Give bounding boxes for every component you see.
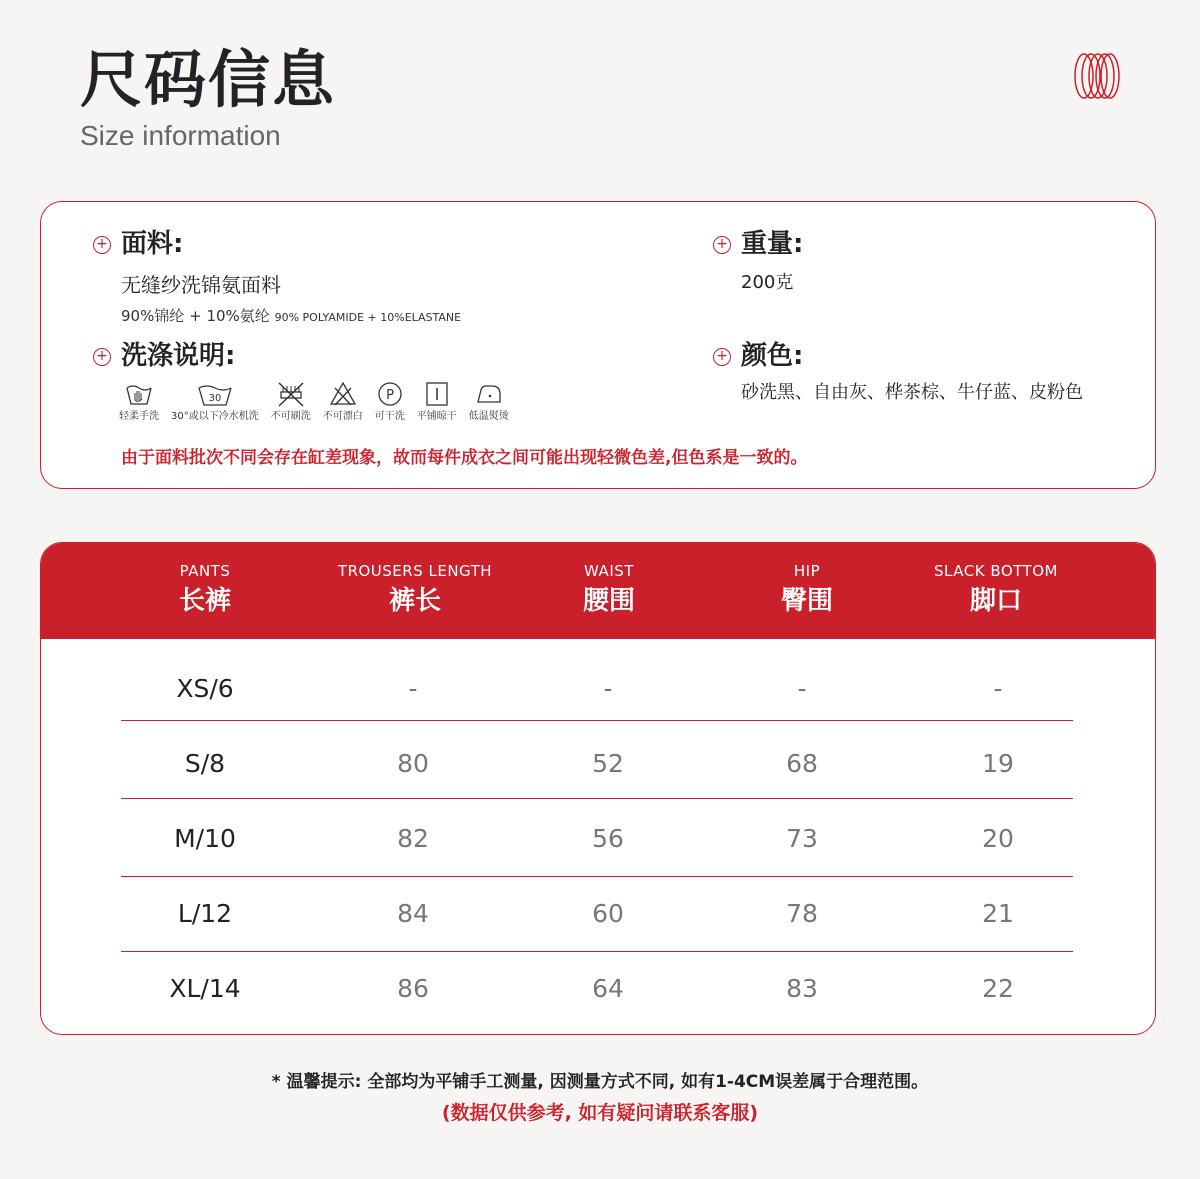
dry-clean-icon bbox=[375, 380, 405, 408]
row-divider bbox=[121, 798, 1073, 799]
row-divider bbox=[121, 720, 1073, 721]
value-cell: - bbox=[603, 674, 613, 703]
value-cell: 19 bbox=[982, 749, 1014, 778]
value-cell: - bbox=[797, 674, 807, 703]
size-cell: L/12 bbox=[177, 899, 233, 928]
column-header-slack-bottom bbox=[886, 543, 1106, 619]
care-item bbox=[417, 380, 457, 424]
plus-circle-icon: + bbox=[93, 236, 111, 254]
column-header-en: HIP bbox=[793, 562, 821, 580]
care-item bbox=[271, 380, 311, 424]
value-cell: 86 bbox=[397, 974, 429, 1003]
column-header-cn: 腰围 bbox=[582, 586, 635, 616]
table-row bbox=[121, 726, 1073, 802]
column-header-cn: 裤长 bbox=[388, 586, 441, 616]
column-header-en: TROUSERS LENGTH bbox=[337, 562, 493, 580]
size-cell: XS/6 bbox=[176, 674, 234, 703]
table-row bbox=[121, 951, 1073, 1027]
value-cell: 56 bbox=[592, 824, 624, 853]
value-cell: 83 bbox=[786, 974, 818, 1003]
size-cell: S/8 bbox=[184, 749, 226, 778]
fabric-composition bbox=[121, 306, 461, 328]
value-cell: - bbox=[993, 674, 1003, 703]
low-iron-icon bbox=[474, 380, 504, 408]
care-label: 30°或以下冷水机洗 bbox=[171, 411, 259, 422]
value-cell: 52 bbox=[592, 749, 624, 778]
column-header-cn: 臀围 bbox=[780, 586, 833, 616]
care-label: 不可刷洗 bbox=[270, 411, 311, 422]
care-item bbox=[375, 380, 405, 424]
value-cell: 68 bbox=[786, 749, 818, 778]
wash-title: 洗涤说明: bbox=[121, 341, 236, 371]
value-cell: 64 bbox=[592, 974, 624, 1003]
care-item bbox=[171, 380, 259, 424]
fabric-title: 面料: bbox=[121, 229, 184, 259]
care-instructions bbox=[119, 380, 521, 424]
value-cell: 21 bbox=[982, 899, 1014, 928]
size-table bbox=[40, 542, 1156, 1035]
care-item bbox=[469, 380, 509, 424]
value-cell: - bbox=[408, 674, 418, 703]
value-cell: 80 bbox=[397, 749, 429, 778]
table-header bbox=[41, 543, 1155, 639]
wash-30-icon bbox=[195, 380, 235, 408]
weight-title: 重量: bbox=[741, 229, 804, 259]
gentle-hand-wash-icon bbox=[124, 380, 154, 408]
measurement-tip: * 温馨提示: 全部均为平铺手工测量, 因测量方式不同, 如有1-4CM误差属于合理范围。 bbox=[271, 1072, 929, 1092]
weight-value: 200克 bbox=[741, 272, 794, 293]
color-value: 砂洗黑、自由灰、桦茶棕、牛仔蓝、皮粉色 bbox=[741, 382, 1083, 403]
value-cell: 78 bbox=[786, 899, 818, 928]
column-header-cn: 脚口 bbox=[969, 586, 1022, 616]
column-header-hip bbox=[697, 543, 917, 619]
rings-decoration-icon bbox=[1072, 52, 1122, 100]
fabric-composition-cn: 90%锦纶 + 10%氨纶 bbox=[121, 307, 270, 325]
care-label: 轻柔手洗 bbox=[119, 411, 159, 422]
value-cell: 84 bbox=[397, 899, 429, 928]
size-cell: XL/14 bbox=[169, 974, 241, 1003]
column-header-cn: 长裤 bbox=[178, 586, 231, 616]
column-header-pants bbox=[95, 543, 315, 619]
care-item bbox=[323, 380, 363, 424]
care-label: 不可漂白 bbox=[322, 411, 363, 422]
page-title: 尺码信息 bbox=[80, 43, 337, 116]
value-cell: 82 bbox=[397, 824, 429, 853]
page-subtitle: Size information bbox=[80, 120, 281, 151]
table-row bbox=[121, 876, 1073, 952]
care-label: 低温熨烫 bbox=[468, 411, 509, 422]
no-brush-icon bbox=[276, 380, 306, 408]
value-cell: 60 bbox=[592, 899, 624, 928]
color-difference-notice: 由于面料批次不同会存在缸差现象，故而每件成衣之间可能出现轻微色差,但色系是一致的。 bbox=[121, 448, 808, 468]
svg-text:P: P bbox=[385, 388, 394, 403]
value-cell: 20 bbox=[982, 824, 1014, 853]
column-header-en: PANTS bbox=[179, 562, 231, 580]
size-cell: M/10 bbox=[174, 824, 236, 853]
column-header-trousers-length bbox=[305, 543, 525, 619]
table-row bbox=[121, 801, 1073, 877]
flat-dry-icon bbox=[422, 380, 452, 408]
value-cell: 22 bbox=[982, 974, 1014, 1003]
reference-note: (数据仅供参考, 如有疑问请联系客服) bbox=[441, 1102, 759, 1124]
svg-text:30: 30 bbox=[208, 393, 222, 404]
table-row bbox=[121, 651, 1073, 727]
plus-circle-icon: + bbox=[713, 236, 731, 254]
column-header-waist bbox=[499, 543, 719, 619]
column-header-en: WAIST bbox=[584, 562, 634, 580]
fabric-info-card bbox=[40, 201, 1156, 489]
fabric-name: 无缝纱洗锦氨面料 bbox=[121, 273, 281, 297]
color-title: 颜色: bbox=[741, 341, 804, 371]
value-cell: 73 bbox=[786, 824, 818, 853]
plus-circle-icon: + bbox=[713, 348, 731, 366]
plus-circle-icon: + bbox=[93, 348, 111, 366]
no-bleach-icon bbox=[328, 380, 358, 408]
column-header-en: SLACK BOTTOM bbox=[934, 562, 1058, 580]
care-label: 可干洗 bbox=[374, 411, 405, 422]
care-label: 平铺晾干 bbox=[416, 411, 457, 422]
fabric-composition-en: 90% POLYAMIDE + 10%ELASTANE bbox=[274, 311, 462, 324]
care-item bbox=[119, 380, 159, 424]
